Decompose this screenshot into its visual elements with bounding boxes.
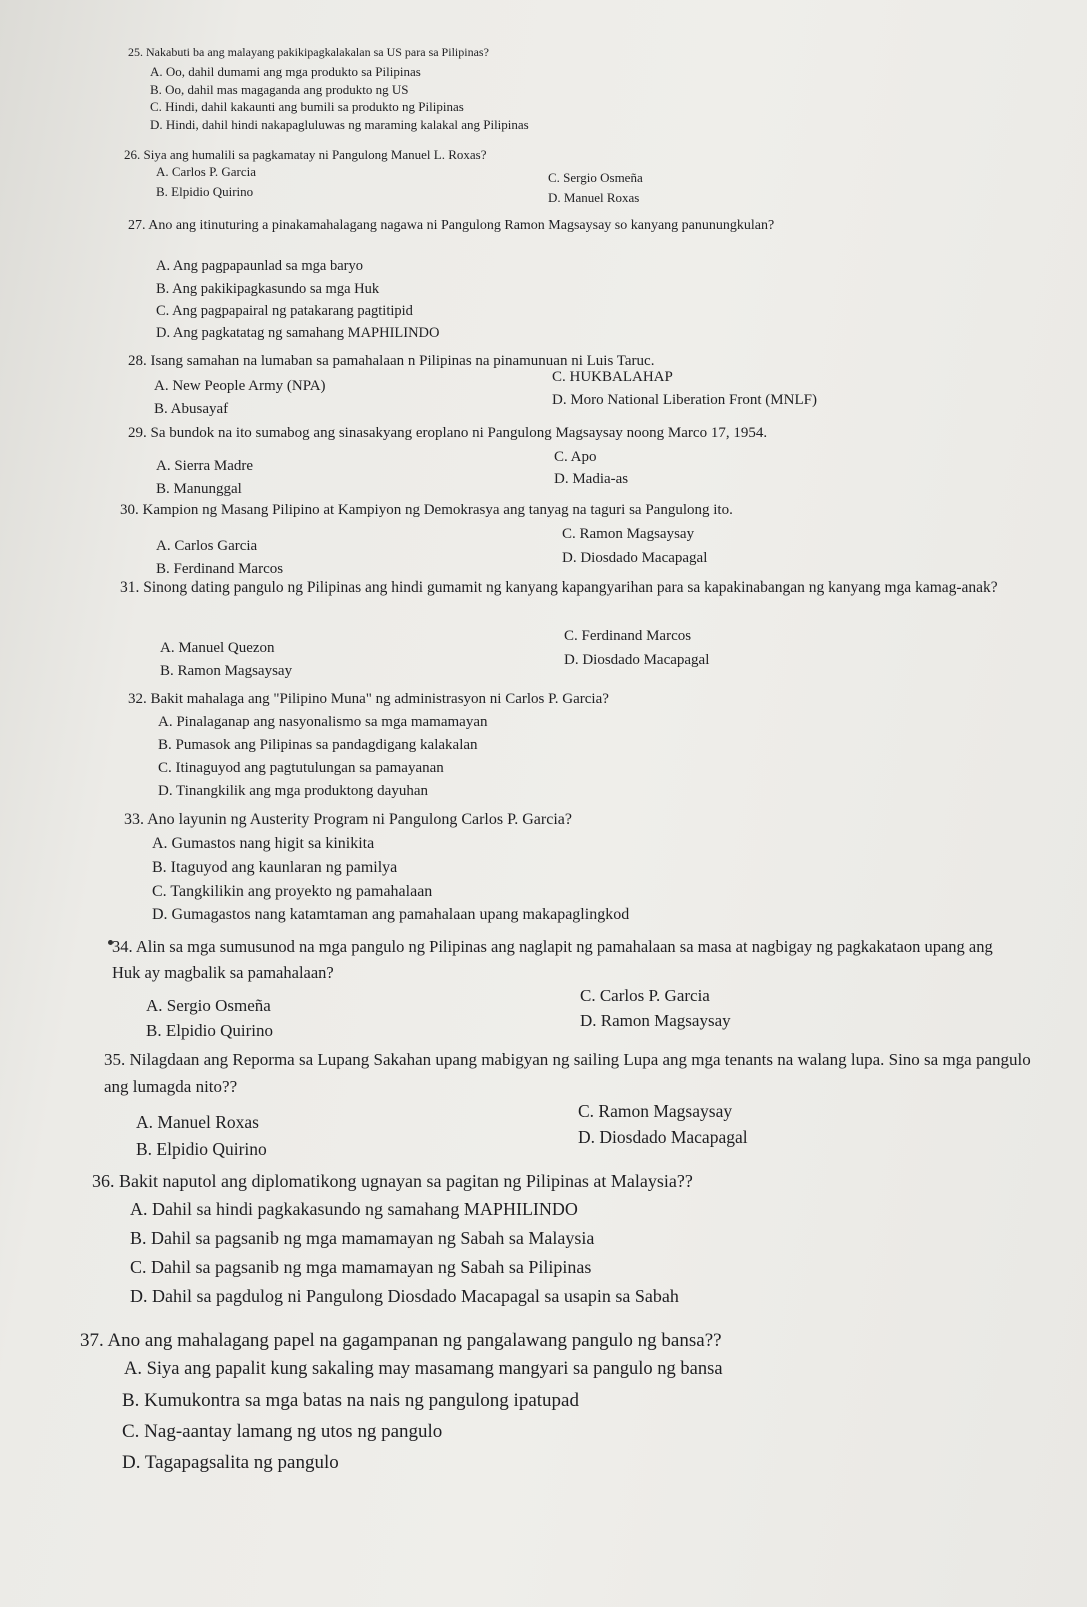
question-stem: 36. Bakit naputol ang diplomatikong ugnayan sa pagitan ng Pilipinas at Malaysia??: [92, 1171, 693, 1191]
question-stem: 31. Sinong dating pangulo ng Pilipinas ang hindi gumamit ng kanyang kapangyarihan para sa kapakinabangan ng kanyang mga kamag-anak?: [120, 579, 998, 596]
option-33-a: A. Gumastos nang higit sa kinikita: [152, 835, 375, 852]
question-32: [128, 691, 609, 708]
option-32-c: C. Itinaguyod ang pagtutulungan sa pamayanan: [158, 760, 444, 776]
option-28-b: B. Abusayaf: [154, 401, 229, 417]
option-28-a: A. New People Army (NPA): [154, 378, 326, 394]
option-26-b: B. Elpidio Quirino: [156, 184, 254, 199]
question-31: [120, 576, 1000, 601]
option-25-a: A. Oo, dahil dumami ang mga produkto sa Pilipinas: [150, 64, 421, 79]
option-34-c: C. Carlos P. Garcia: [580, 986, 710, 1005]
option-33-c: C. Tangkilikin ang proyekto ng pamahalaan: [152, 883, 433, 900]
question-stem: 34. Alin sa mga sumusunod na mga pangulo ng Pilipinas ang naglapit ng pamahalaan sa masa at nagbigay ng pagkakataon upang ang Huk ay magbalik sa pamahalaan?: [112, 937, 993, 982]
option-30-a: A. Carlos Garcia: [156, 538, 258, 554]
option-30-c: C. Ramon Magsaysay: [562, 526, 695, 542]
option-34-a: A. Sergio Osmeña: [146, 996, 271, 1015]
question-stem: 28. Isang samahan na lumaban sa pamahalaan n Pilipinas na pinamunuan ni Luis Taruc.: [128, 353, 655, 369]
question-stem: 33. Ano layunin ng Austerity Program ni Pangulong Carlos P. Garcia?: [124, 811, 572, 828]
option-35-d: D. Diosdado Macapagal: [578, 1127, 748, 1147]
question-34: [112, 934, 1012, 985]
question-27: [128, 218, 888, 234]
question-stem: 26. Siya ang humalili sa pagkamatay ni Pangulong Manuel L. Roxas?: [124, 147, 487, 162]
option-31-c: C. Ferdinand Marcos: [564, 628, 692, 644]
option-30-b: B. Ferdinand Marcos: [156, 561, 284, 577]
option-32-b: B. Pumasok ang Pilipinas sa pandagdigang kalakalan: [158, 737, 478, 753]
option-27-c: C. Ang pagpapairal ng patakarang pagtitipid: [156, 303, 413, 319]
option-36-d: D. Dahil sa pagdulog ni Pangulong Diosdado Macapagal sa usapin sa Sabah: [130, 1286, 679, 1306]
option-27-a: A. Ang pagpapaunlad sa mga baryo: [156, 258, 363, 274]
option-29-c: C. Apo: [554, 449, 597, 465]
question-stem: 29. Sa bundok na ito sumabog ang sinasakyang eroplano ni Pangulong Magsaysay noong Marco 17, 1954.: [128, 425, 768, 441]
option-34-d: D. Ramon Magsaysay: [580, 1011, 731, 1030]
question-28: [128, 353, 654, 370]
option-37-b: B. Kumukontra sa mga batas na nais ng pangulong ipatupad: [122, 1390, 579, 1411]
option-33-b: B. Itaguyod ang kaunlaran ng pamilya: [152, 859, 398, 876]
option-28-d: D. Moro National Liberation Front (MNLF): [552, 392, 817, 408]
option-37-d: D. Tagapagsalita ng pangulo: [122, 1452, 339, 1473]
question-35: [104, 1046, 1034, 1100]
option-26-d: D. Manuel Roxas: [548, 190, 640, 205]
question-stem: 27. Ano ang itinuturing a pinakamahalagang nagawa ni Pangulong Ramon Magsaysay so kanyang panunungkulan?: [128, 218, 775, 233]
option-26-c: C. Sergio Osmeña: [548, 170, 643, 185]
option-26-a: A. Carlos P. Garcia: [156, 164, 257, 179]
option-32-a: A. Pinalaganap ang nasyonalismo sa mga mamamayan: [158, 714, 488, 730]
option-36-a: A. Dahil sa hindi pagkakasundo ng samahang MAPHILINDO: [130, 1199, 578, 1219]
option-29-b: B. Manunggal: [156, 481, 242, 497]
option-32-d: D. Tinangkilik ang mga produktong dayuhan: [158, 783, 428, 799]
option-28-c: C. HUKBALAHAP: [552, 369, 673, 385]
question-stem: 30. Kampion ng Masang Pilipino at Kampiyon ng Demokrasya ang tanyag na taguri sa Pangulong ito.: [120, 502, 733, 518]
option-33-d: D. Gumagastos nang katamtaman ang pamahalaan upang makapaglingkod: [152, 906, 630, 923]
option-29-d: D. Madia-as: [554, 471, 629, 487]
option-25-b: B. Oo, dahil mas magaganda ang produkto ng US: [150, 82, 409, 97]
option-29-a: A. Sierra Madre: [156, 458, 254, 474]
option-37-a: A. Siya ang papalit kung sakaling may masamang mangyari sa pangulo ng bansa: [124, 1359, 723, 1379]
option-31-b: B. Ramon Magsaysay: [160, 663, 293, 679]
option-34-b: B. Elpidio Quirino: [146, 1021, 274, 1040]
option-36-c: C. Dahil sa pagsanib ng mga mamamayan ng Sabah sa Pilipinas: [130, 1257, 592, 1277]
option-36-b: B. Dahil sa pagsanib ng mga mamamayan ng Sabah sa Malaysia: [130, 1228, 595, 1248]
question-stem: 37. Ano ang mahalagang papel na gagampanan ng pangalawang pangulo ng bansa??: [80, 1330, 722, 1351]
option-37-c: C. Nag-aantay lamang ng utos ng pangulo: [122, 1421, 443, 1442]
option-30-d: D. Diosdado Macapagal: [562, 550, 708, 566]
question-36: [92, 1171, 693, 1192]
question-29: [128, 425, 767, 442]
option-25-d: D. Hindi, dahil hindi nakapagluluwas ng maraming kalakal ang Pilipinas: [150, 117, 529, 132]
question-37: [80, 1330, 722, 1352]
option-27-d: D. Ang pagkatatag ng samahang MAPHILINDO: [156, 325, 440, 341]
question-stem: 32. Bakit mahalaga ang "Pilipino Muna" ng administrasyon ni Carlos P. Garcia?: [128, 691, 609, 707]
option-31-d: D. Diosdado Macapagal: [564, 652, 710, 668]
option-35-a: A. Manuel Roxas: [136, 1112, 259, 1132]
question-stem: 25. Nakabuti ba ang malayang pakikipagkalakalan sa US para sa Pilipinas?: [128, 45, 489, 59]
question-30: [120, 502, 733, 519]
option-25-c: C. Hindi, dahil kakaunti ang bumili sa produkto ng Pilipinas: [150, 99, 464, 114]
question-stem: 35. Nilagdaan ang Reporma sa Lupang Sakahan upang mabigyan ng sailing Lupa ang mga tenants na walang lupa. Sino sa mga pangulo ang lumagda nito??: [104, 1050, 1031, 1097]
question-26: [124, 148, 487, 163]
option-35-b: B. Elpidio Quirino: [136, 1139, 267, 1159]
option-27-b: B. Ang pakikipagkasundo sa mga Huk: [156, 281, 380, 297]
option-35-c: C. Ramon Magsaysay: [578, 1101, 733, 1121]
question-33: [124, 811, 572, 829]
question-25: [128, 46, 489, 60]
option-31-a: A. Manuel Quezon: [160, 640, 275, 656]
